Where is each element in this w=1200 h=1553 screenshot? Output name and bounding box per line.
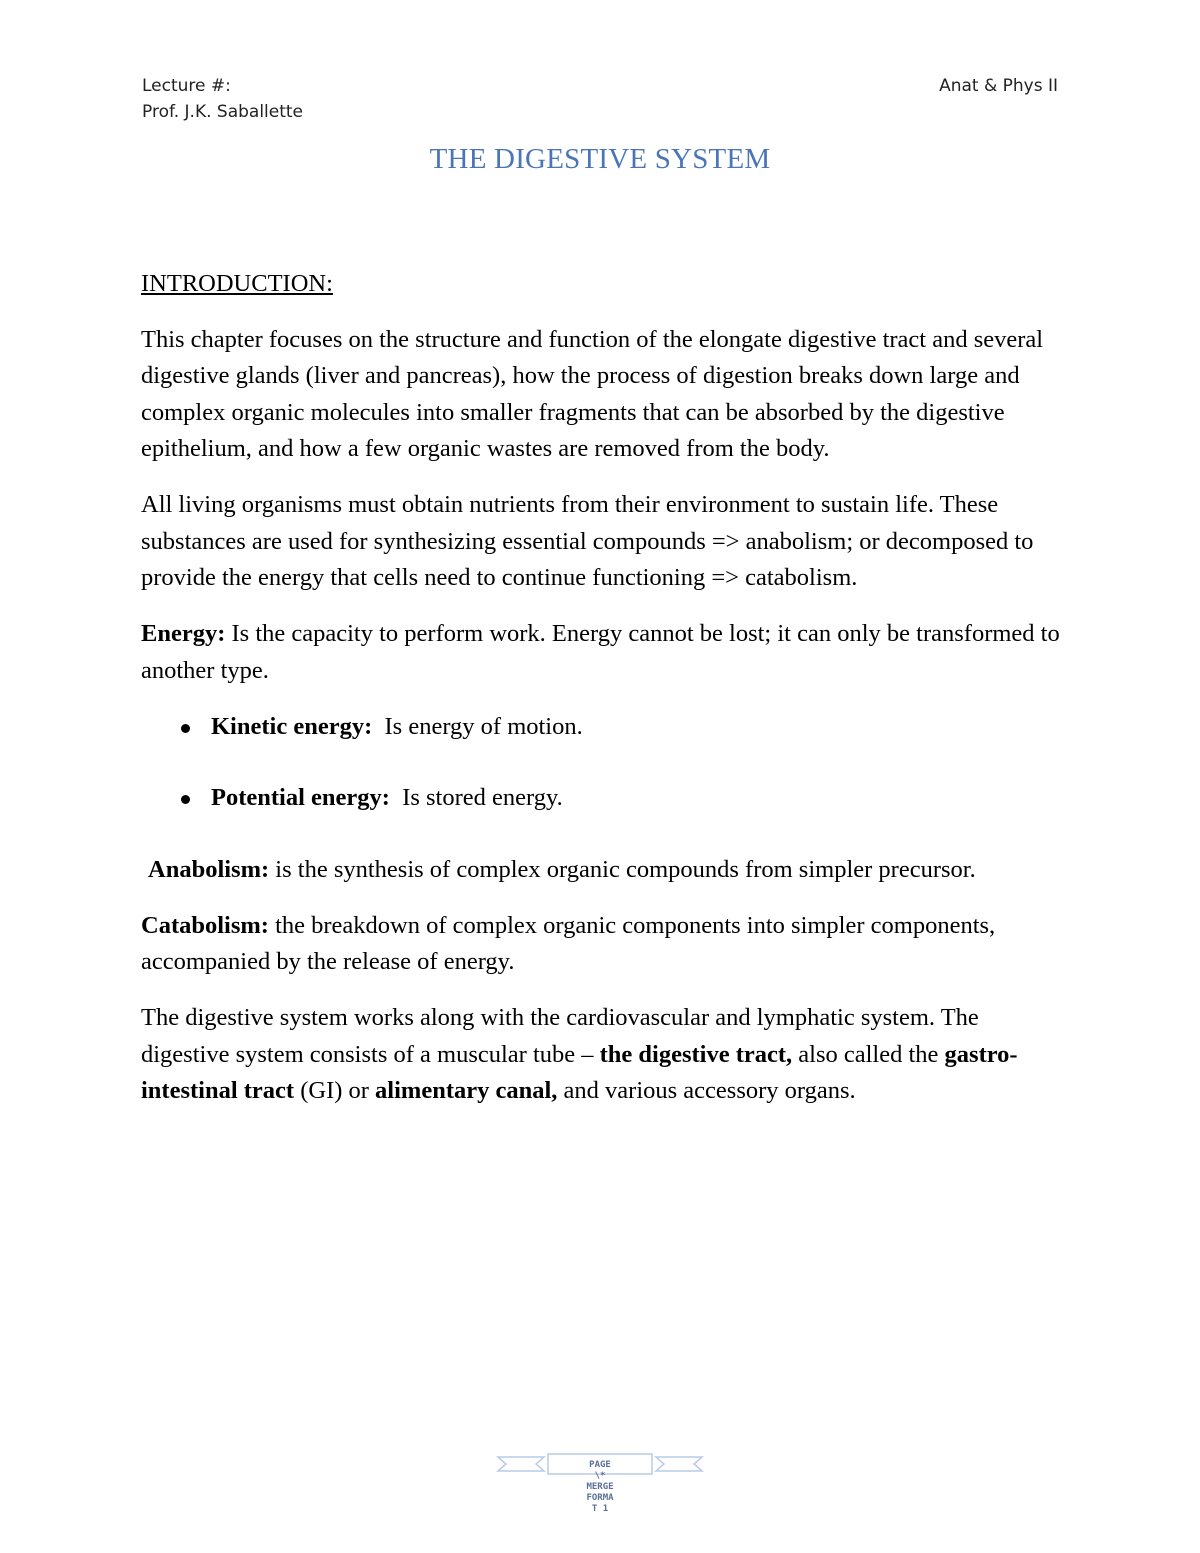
- potential-energy-term: Potential energy:: [211, 784, 390, 811]
- digestive-tract-term: the digestive tract,: [599, 1040, 793, 1068]
- digestive-text-1: The digestive system works along with the cardiovascular and lymphatic system. The digestive system consists of a muscular tube –: [141, 1004, 979, 1068]
- watermark-line: PAGE: [589, 1460, 611, 1470]
- energy-paragraph: [141, 616, 1061, 689]
- nutrients-paragraph: All living organisms must obtain nutrients from their environment to sustain life. These substances are used for synthesizing essential compounds => anabolism; or decomposed to provide the energy that cells need to continue functioning => catabolism.: [141, 491, 1034, 591]
- kinetic-energy-definition: Is energy of motion.: [372, 712, 583, 740]
- digestive-text-4: and various accessory organs.: [557, 1077, 856, 1104]
- anabolism-term: Anabolism:: [148, 855, 270, 883]
- bullet-icon: [181, 724, 190, 733]
- lecture-label: Lecture #:: [142, 76, 231, 96]
- energy-definition: Is the capacity to perform work. Energy cannot be lost; it can only be transformed to another type.: [141, 620, 1060, 684]
- watermark-line: FORMA: [586, 1493, 614, 1503]
- alimentary-canal-term: alimentary canal,: [375, 1077, 558, 1104]
- catabolism-definition: the breakdown of complex organic components into simpler components, accompanied by the release of energy.: [141, 911, 996, 975]
- digestive-text-2: also called the: [792, 1040, 945, 1068]
- intro-paragraph: This chapter focuses on the structure and function of the elongate digestive tract and several digestive glands (liver and pancreas), how the process of digestion breaks down large and complex organic molecules into smaller fragments that can be absorbed by the digestive epithelium, and how a few organic wastes are removed from the body.: [141, 325, 1044, 462]
- watermark-line: \*: [594, 1471, 606, 1481]
- energy-types-list: [141, 709, 1061, 817]
- digestive-text-3: (GI) or: [294, 1077, 376, 1104]
- watermark-line: MERGE: [586, 1482, 614, 1492]
- professor-name: Prof. J.K. Saballette: [142, 102, 304, 122]
- anabolism-definition: is the synthesis of complex organic compounds from simpler precursor.: [269, 855, 976, 883]
- energy-term: Energy:: [141, 620, 226, 647]
- catabolism-paragraph: [141, 908, 1061, 981]
- bullet-icon: [181, 795, 190, 804]
- watermark-text: [586, 1460, 614, 1514]
- list-item: [141, 709, 1061, 746]
- potential-energy-definition: Is stored energy.: [389, 784, 563, 811]
- header-left: [142, 75, 303, 127]
- list-item: [141, 780, 1061, 817]
- document-title: THE DIGESTIVE SYSTEM: [429, 143, 771, 175]
- document-body: [141, 266, 1061, 1129]
- catabolism-term: Catabolism:: [141, 911, 269, 939]
- digestive-system-paragraph: [141, 1000, 1061, 1110]
- course-name: Anat & Phys II: [939, 76, 1058, 96]
- anabolism-paragraph: [141, 852, 1061, 889]
- watermark-line: T 1: [591, 1504, 609, 1514]
- kinetic-energy-term: Kinetic energy:: [211, 712, 373, 740]
- page-number-watermark: [496, 1452, 704, 1522]
- introduction-heading: INTRODUCTION:: [141, 270, 333, 297]
- gi-tract-term: gastro-intestinal tract: [141, 1040, 1018, 1104]
